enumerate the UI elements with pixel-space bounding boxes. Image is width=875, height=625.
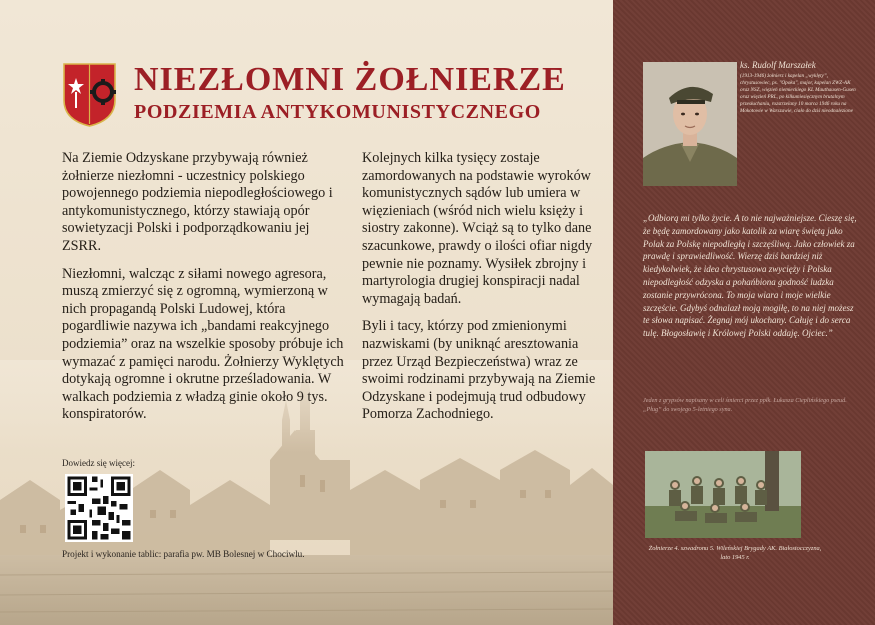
paragraph: Niezłomni, walcząc z siłami nowego agresora, muszą zmierzyć się z ogromną, wymierzoną w nich propagandą Polski Ludowej, która pogardliwie nazywa ich „bandami reakcyjnego podziemia” oraz na wszelkie sposoby próbuje ich wymazać z pamięci narodu. Żołnierzy Wyklętych dotykają ogromne i okrutne prześladowania. W walkach podziemia z władzą ginie około 9 tys. konspiratorów.: [62, 265, 344, 423]
qr-label: Dowiedz się więcej:: [62, 458, 135, 468]
page-title: NIEZŁOMNI ŻOŁNIERZE: [134, 61, 566, 98]
portrait-caption: [740, 60, 858, 115]
portrait-photo: [643, 62, 737, 186]
coat-of-arms-icon: [62, 62, 117, 128]
quote-text: „Odbiorą mi tylko życie. A to nie najważniejsze. Cieszę się, że będę zamordowany jako katolik za wiarę świętą jako Polak za Polskę niepodległą i szczęśliwą. Jako człowiek za prawdę i sprawiedliwość. Wierzę dziś bardziej niż kiedykolwiek, że idea chrystusowa zwycięży i Polska niepodległość odzyska a pohańbiona godność ludzka zostanie przywrócona. To moja wiara i moje wielkie szczęście. Gdybyś odnalazł moją mogiłę, to na niej możesz te słowa napisać. Żegnaj mój ukochany. Całuję i do serca tulę. Błogosławię i Królowej Polski oddaję. Ojciec.”: [643, 213, 857, 339]
portrait-name: ks. Rudolf Marszałek: [740, 60, 816, 70]
text-column-right: [362, 150, 607, 434]
paragraph: Kolejnych kilka tysięcy zostaje zamordowanych na podstawie wyroków komunistycznych sądów lub umiera w więzieniach (wśród nich wielu księży i siostry zakonne). Wciąż są to tylko dane szacunkowe, prawdy o ilości ofiar nigdy pewnie nie poznamy. Wysiłek zbrojny i martyrologia drugiej konspiracji nadal wymagają badań.: [362, 150, 593, 307]
paragraph: Na Ziemie Odzyskane przybywają również żołnierze niezłomni - uczestnicy polskiego powojennego podziemia niepodległościowego i antykomunistycznego, którzy stawiają opór sowietyzacji Polski i podporządkowaniu jej ZSRR.: [62, 150, 333, 254]
sidebar-panel: [613, 0, 875, 625]
credit-text: Projekt i wykonanie tablic: parafia pw. MB Bolesnej w Chociwlu.: [62, 549, 305, 559]
quote-source: Jeden z grypsów napisany w celi śmierci przez ppłk. Łukasza Cieplińskiego pseud. „Pług” do swojego 5-letniego syna.: [643, 397, 847, 413]
paragraph: Byli i tacy, którzy pod zmienionymi nazwiskami (by uniknąć aresztowania przez Urząd Bezpieczeństwa) wraz ze swoimi rodzinami przybywają na Ziemie Odzyskane i podejmują trud odbudowy Pomorza Zachodniego.: [362, 318, 596, 423]
page-subtitle: PODZIEMIA ANTYKOMUNISTYCZNEGO: [134, 101, 541, 123]
qr-code-icon[interactable]: [65, 474, 133, 542]
text-column-left: [62, 150, 352, 434]
portrait-description: (1913-1946) żołnierz i kapelan „wyklęty”, chrystusowiec, ps. "Opoka", major, kapelan ZWZ-AK oraz NSZ, więzień niemieckiego KL Mauthausen-Gusen oraz więzień PRL, po kilkumiesięcznym brutalnym przesłuchaniu, rozstrzelany 10 marca 1946 roku na Mokotowie w Warszawie, ciało do dziś nieodnalezione: [740, 73, 856, 114]
group-photo: [645, 451, 801, 538]
group-photo-caption: Żołnierze 4. szwadronu 5. Wileńskiej Brygady AK. Białostocczyzna, lato 1945 r.: [648, 545, 822, 561]
